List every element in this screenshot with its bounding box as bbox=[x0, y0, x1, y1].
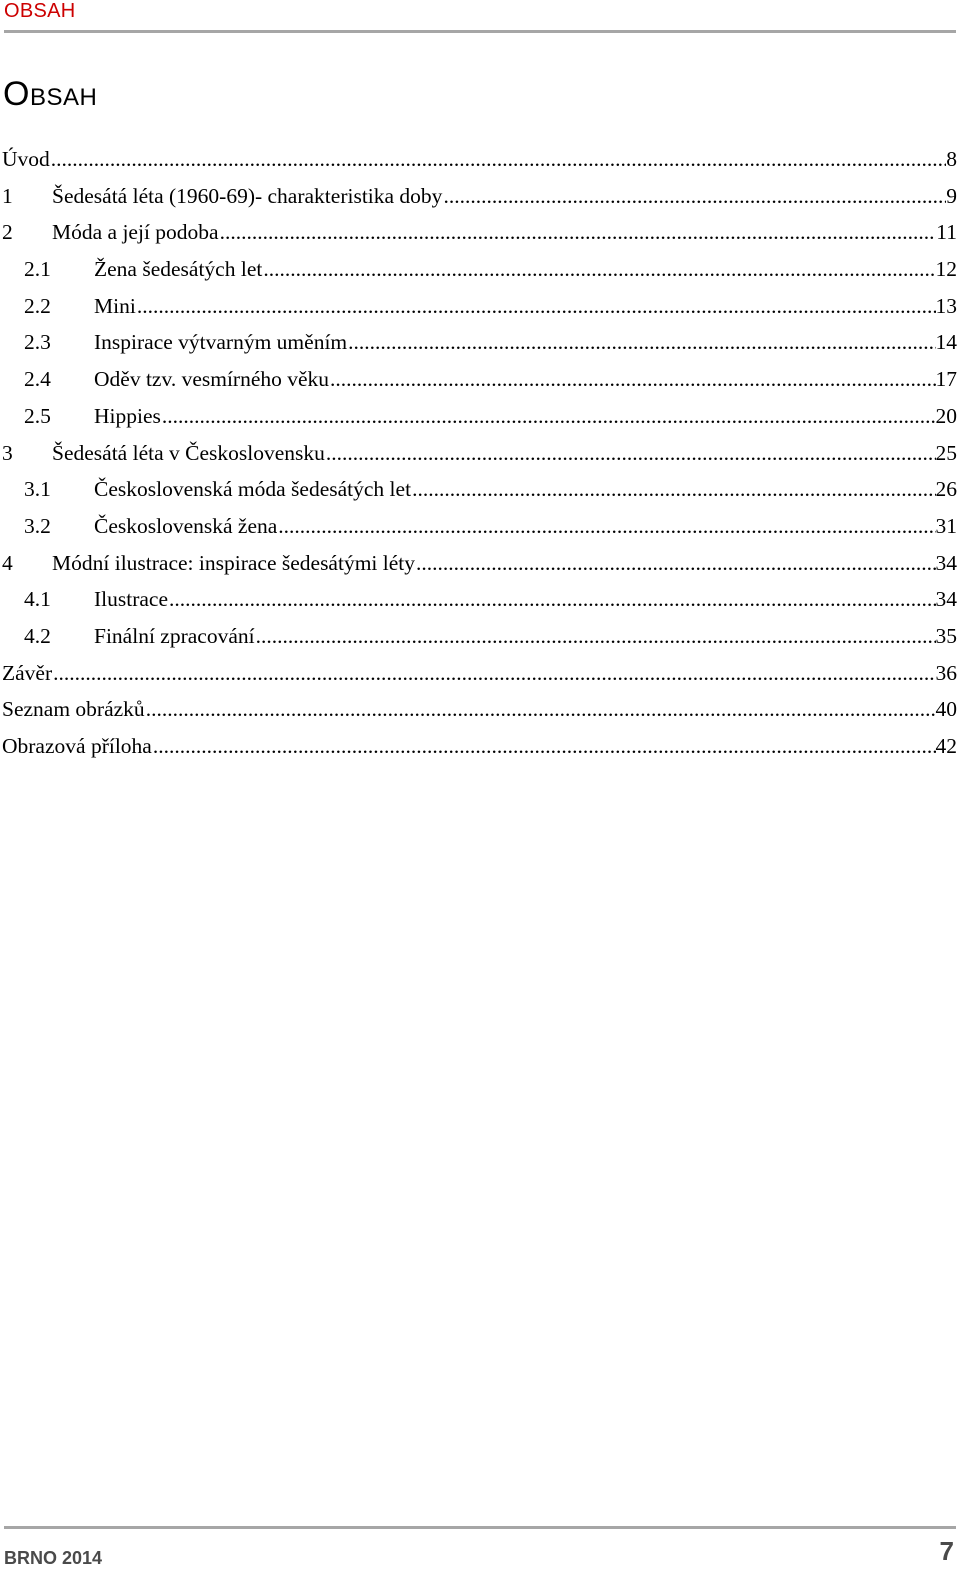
toc-entry-number: 2.1 bbox=[24, 257, 51, 282]
toc-dot-leader bbox=[161, 401, 936, 431]
footer-location-year: BRNO 2014 bbox=[4, 1548, 103, 1568]
toc-dot-leader bbox=[145, 694, 936, 724]
toc-entry-page: 42 bbox=[935, 734, 957, 758]
running-header: OBSAH bbox=[4, 0, 76, 22]
toc-dot-leader bbox=[219, 217, 937, 247]
toc-entry-title: Inspirace výtvarným uměním bbox=[94, 330, 348, 355]
toc-dot-leader bbox=[415, 548, 935, 578]
toc-entry[interactable] bbox=[2, 694, 957, 731]
toc-entry[interactable] bbox=[2, 364, 957, 401]
toc-entry-number: 4.1 bbox=[24, 587, 51, 612]
toc-entry-number: 2.4 bbox=[24, 367, 51, 392]
toc-entry[interactable] bbox=[2, 401, 957, 438]
toc-entry[interactable] bbox=[2, 511, 957, 548]
toc-entry[interactable] bbox=[2, 731, 957, 768]
toc-entry[interactable] bbox=[2, 658, 957, 695]
toc-entry-title: Československá žena bbox=[94, 513, 278, 538]
toc-dot-leader bbox=[325, 438, 936, 468]
toc-entry-page: 36 bbox=[935, 660, 957, 685]
toc-dot-leader bbox=[442, 181, 946, 211]
toc-entry-title: Mini bbox=[94, 293, 136, 318]
toc-dot-leader bbox=[277, 511, 935, 541]
toc-dot-leader bbox=[52, 658, 935, 688]
toc-entry-number: 1 bbox=[2, 183, 13, 208]
page-title: Obsah bbox=[3, 75, 98, 113]
toc-entry-title: Československá móda šedesátých let bbox=[94, 477, 412, 502]
toc-entry[interactable] bbox=[2, 548, 957, 585]
toc-entry-page: 20 bbox=[935, 403, 957, 428]
toc-entry-number: 4 bbox=[2, 550, 13, 575]
toc-entry-page: 31 bbox=[935, 513, 957, 538]
footer-page-number: 7 bbox=[939, 1536, 954, 1566]
toc-entry-page: 11 bbox=[936, 220, 957, 245]
toc-entry-page: 34 bbox=[935, 587, 957, 612]
toc-entry-title: Módní ilustrace: inspirace šedesátými léty bbox=[52, 550, 416, 575]
toc-entry-title: Finální zpracování bbox=[94, 623, 255, 648]
toc-entry-page: 14 bbox=[935, 330, 957, 355]
toc-entry[interactable] bbox=[2, 291, 957, 328]
toc-dot-leader bbox=[262, 254, 935, 284]
toc-entry-title: Šedesátá léta v Československu bbox=[52, 440, 325, 465]
toc-entry-title: Hippies bbox=[94, 403, 161, 428]
toc-entry-title: Závěr bbox=[2, 660, 53, 685]
toc-entry-title: Móda a její podoba bbox=[52, 220, 219, 245]
toc-dot-leader bbox=[329, 364, 935, 394]
toc-dot-leader bbox=[50, 144, 946, 174]
toc-entry-number: 2.3 bbox=[24, 330, 51, 355]
toc-entry-number: 3 bbox=[2, 440, 13, 465]
toc-entry-page: 40 bbox=[935, 697, 957, 722]
toc-entry-title: Ilustrace bbox=[94, 587, 169, 612]
toc-entry[interactable] bbox=[2, 621, 957, 658]
toc-dot-leader bbox=[255, 621, 936, 651]
toc-entry-page: 17 bbox=[935, 367, 957, 392]
toc-entry-title: Obrazová příloha bbox=[2, 734, 152, 758]
toc-entry-title: Seznam obrázků bbox=[2, 697, 145, 722]
toc-entry-page: 25 bbox=[935, 440, 957, 465]
toc-dot-leader bbox=[168, 584, 935, 614]
toc-entry[interactable] bbox=[2, 474, 957, 511]
toc-entry-page: 26 bbox=[935, 477, 957, 502]
toc-entry-page: 8 bbox=[946, 147, 957, 171]
toc-entry[interactable] bbox=[2, 438, 957, 475]
toc-entry-number: 3.2 bbox=[24, 513, 51, 538]
toc-entry[interactable] bbox=[2, 327, 957, 364]
toc-entry-title: Šedesátá léta (1960-69)- charakteristika doby bbox=[52, 183, 443, 208]
toc-entry-page: 13 bbox=[935, 293, 957, 318]
toc-entry-number: 3.1 bbox=[24, 477, 51, 502]
toc-dot-leader bbox=[152, 731, 936, 761]
toc-entry-title: Žena šedesátých let bbox=[94, 257, 263, 282]
toc-entry-title: Úvod bbox=[2, 147, 50, 171]
toc-entry-number: 4.2 bbox=[24, 623, 51, 648]
toc-entry-page: 34 bbox=[935, 550, 957, 575]
toc-entry-number: 2 bbox=[2, 220, 13, 245]
footer-divider bbox=[4, 1526, 956, 1529]
toc-entry-number: 2.2 bbox=[24, 293, 51, 318]
toc-entry-number: 2.5 bbox=[24, 403, 51, 428]
table-of-contents bbox=[2, 144, 957, 768]
toc-dot-leader bbox=[136, 291, 936, 321]
toc-dot-leader bbox=[347, 327, 935, 357]
toc-entry-page: 35 bbox=[935, 623, 957, 648]
toc-entry-page: 12 bbox=[935, 257, 957, 282]
header-divider bbox=[4, 30, 956, 33]
toc-entry[interactable] bbox=[2, 254, 957, 291]
toc-entry-title: Oděv tzv. vesmírného věku bbox=[94, 367, 330, 392]
toc-entry[interactable] bbox=[2, 181, 957, 218]
toc-dot-leader bbox=[411, 474, 935, 504]
toc-entry[interactable] bbox=[2, 584, 957, 621]
toc-entry-page: 9 bbox=[946, 183, 957, 208]
toc-entry[interactable] bbox=[2, 217, 957, 254]
toc-entry[interactable] bbox=[2, 144, 957, 181]
